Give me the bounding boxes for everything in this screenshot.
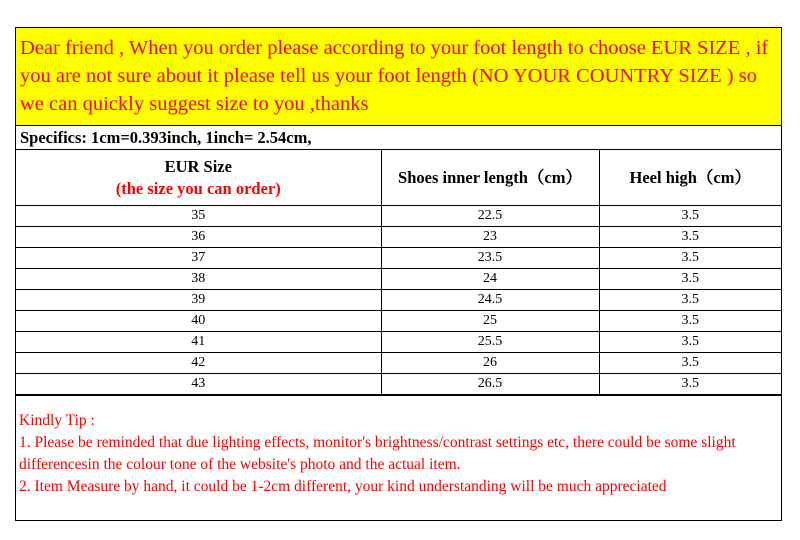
inner-length-cell: 23.5 <box>381 248 599 269</box>
inner-length-cell: 25 <box>381 311 599 332</box>
table-row <box>16 248 781 269</box>
eur-size-cell: 43 <box>16 374 381 395</box>
inner-length-cell: 23 <box>381 227 599 248</box>
heel-height-cell: 3.5 <box>599 353 781 374</box>
eur-size-cell: 37 <box>16 248 381 269</box>
inner-length-cell: 26.5 <box>381 374 599 395</box>
table-row <box>16 269 781 290</box>
eur-size-cell: 41 <box>16 332 381 353</box>
heel-height-cell: 3.5 <box>599 290 781 311</box>
table-row <box>16 206 781 227</box>
eur-size-cell: 39 <box>16 290 381 311</box>
eur-size-cell: 38 <box>16 269 381 290</box>
heel-height-cell: 3.5 <box>599 311 781 332</box>
heel-height-cell: 3.5 <box>599 227 781 248</box>
kindly-tip-title: Kindly Tip : <box>19 412 95 429</box>
eur-size-header-note: (the size you can order) <box>115 178 281 198</box>
kindly-tip <box>16 395 781 498</box>
table-row <box>16 227 781 248</box>
inner-length-cell: 26 <box>381 353 599 374</box>
size-table-header-row <box>16 150 781 206</box>
inner-length-header: Shoes inner length（cm） <box>381 150 599 206</box>
inner-length-cell: 24.5 <box>381 290 599 311</box>
eur-size-header <box>16 150 381 206</box>
heel-height-cell: 3.5 <box>599 269 781 290</box>
inner-length-cell: 22.5 <box>381 206 599 227</box>
order-notice-banner: Dear friend , When you order please according to your foot length to choose EUR SIZE , if you are not sure about it please tell us your foot length (NO YOUR COUNTRY SIZE ) so we can quickly suggest size to you ,thanks <box>16 28 781 126</box>
kindly-tip-line: 2. Item Measure by hand, it could be 1-2cm different, your kind understanding will be much appreciated <box>19 478 667 495</box>
table-row <box>16 332 781 353</box>
eur-size-cell: 42 <box>16 353 381 374</box>
size-chart <box>15 27 782 521</box>
size-table-body <box>16 206 781 395</box>
size-table <box>16 150 781 395</box>
heel-height-cell: 3.5 <box>599 374 781 395</box>
eur-size-cell: 36 <box>16 227 381 248</box>
eur-size-header-label: EUR Size <box>164 156 232 176</box>
inner-length-cell: 24 <box>381 269 599 290</box>
unit-conversion-note: Specifics: 1cm=0.393inch, 1inch= 2.54cm, <box>16 126 781 150</box>
eur-size-cell: 35 <box>16 206 381 227</box>
table-row <box>16 353 781 374</box>
heel-height-cell: 3.5 <box>599 332 781 353</box>
heel-height-cell: 3.5 <box>599 206 781 227</box>
heel-height-cell: 3.5 <box>599 248 781 269</box>
kindly-tip-line: 1. Please be reminded that due lighting effects, monitor's brightness/contrast settings etc, there could be some slight differencesin the colour tone of the website's photo and the actual item. <box>19 434 736 473</box>
table-row <box>16 311 781 332</box>
table-row <box>16 374 781 395</box>
inner-length-cell: 25.5 <box>381 332 599 353</box>
eur-size-cell: 40 <box>16 311 381 332</box>
table-row <box>16 290 781 311</box>
heel-height-header: Heel high（cm） <box>599 150 781 206</box>
